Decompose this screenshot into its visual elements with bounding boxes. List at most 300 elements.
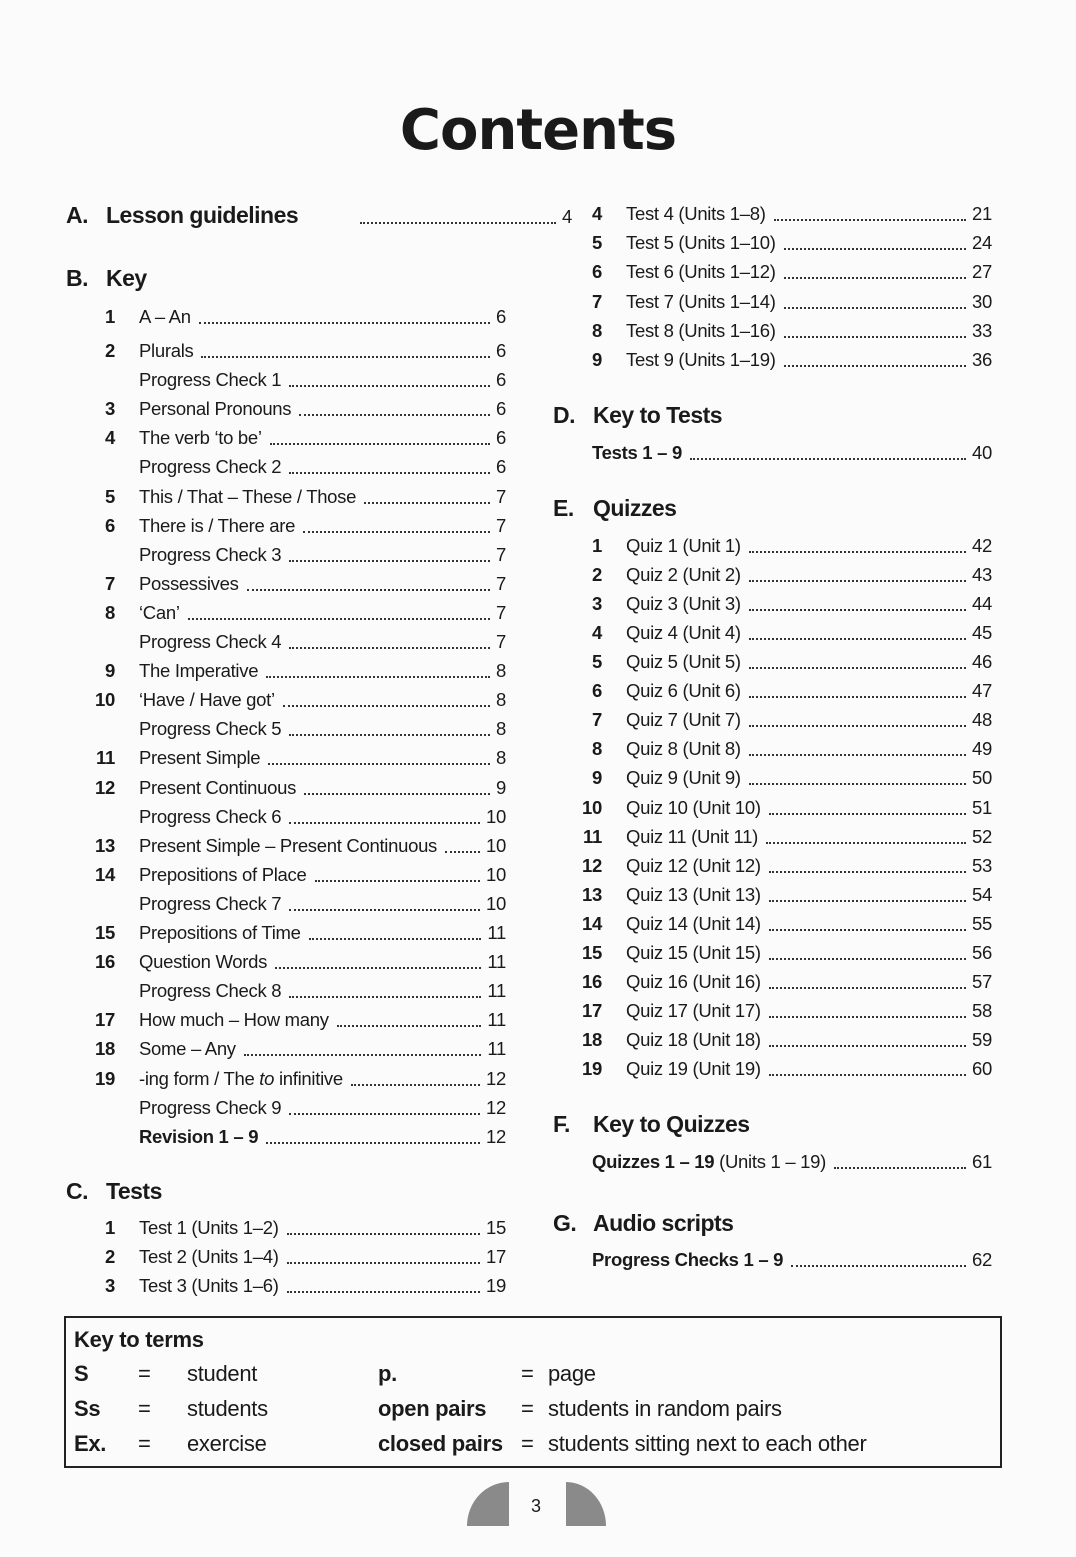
dot-leader — [766, 842, 966, 844]
dot-leader — [791, 1265, 966, 1267]
dot-leader — [784, 336, 966, 338]
toc-entry[interactable] — [592, 1247, 992, 1273]
toc-entry[interactable] — [582, 940, 992, 966]
entry-label — [139, 1038, 236, 1060]
entry-label-text: Test 1 (Units 1–2) — [139, 1217, 279, 1238]
entry-label — [626, 651, 741, 673]
toc-entry[interactable] — [592, 201, 992, 227]
term-abbrev: S — [74, 1361, 89, 1386]
dot-leader — [315, 880, 481, 882]
entry-page: 57 — [972, 970, 992, 992]
toc-entry[interactable] — [582, 1056, 992, 1082]
dot-leader — [690, 458, 966, 460]
dot-leader — [289, 472, 490, 474]
entry-number: 4 — [105, 427, 115, 449]
toc-entry[interactable] — [582, 969, 992, 995]
section-title: Tests — [106, 1178, 162, 1204]
entry-page: 6 — [496, 369, 506, 391]
entry-page: 47 — [972, 680, 992, 702]
toc-entry[interactable] — [592, 765, 992, 791]
entry-label — [139, 1126, 258, 1148]
toc-entry[interactable] — [139, 629, 506, 655]
entry-label-suffix: (Units 1 – 19) — [714, 1151, 826, 1172]
toc-entry[interactable] — [95, 1007, 506, 1033]
dot-leader — [188, 618, 490, 620]
entry-label — [626, 203, 766, 225]
entry-label-text: Progress Check 6 — [139, 805, 282, 827]
toc-entry[interactable] — [582, 882, 992, 908]
toc-entry[interactable] — [582, 911, 992, 937]
key-to-terms-title: Key to terms — [74, 1327, 204, 1352]
entry-number: 17 — [95, 1009, 115, 1031]
entry-page: 59 — [972, 1029, 992, 1051]
dot-leader — [749, 667, 966, 669]
entry-label-text: Progress Check 7 — [139, 892, 282, 914]
dot-leader — [749, 580, 966, 582]
entry-page: 12 — [486, 1067, 506, 1089]
entry-label-text: Test 4 (Units 1–8) — [626, 203, 766, 224]
entry-label-text: Progress Check 2 — [139, 456, 282, 478]
entry-page: 30 — [972, 290, 992, 312]
dot-leader — [769, 929, 966, 931]
toc-entry[interactable] — [105, 338, 506, 364]
entry-label-text: Test 6 (Units 1–12) — [626, 261, 776, 283]
toc-entry[interactable] — [105, 1244, 506, 1270]
entry-label — [139, 1246, 279, 1268]
entry-number: 14 — [582, 912, 602, 934]
toc-entry[interactable] — [139, 1124, 506, 1150]
entry-label-text: Quiz 2 (Unit 2) — [626, 564, 741, 586]
entry-label-text: Present Continuous — [139, 776, 297, 798]
toc-entry[interactable] — [592, 533, 992, 559]
dot-leader — [360, 222, 556, 224]
dot-leader — [769, 813, 966, 815]
entry-label-text: Progress Check 4 — [139, 631, 282, 652]
dot-leader — [784, 248, 966, 250]
entry-number: 7 — [105, 572, 115, 594]
toc-entry[interactable] — [105, 304, 506, 330]
toc-entry[interactable] — [592, 230, 992, 256]
toc-entry[interactable] — [592, 259, 992, 285]
entry-label-text: Progress Check 9 — [139, 1096, 282, 1118]
term-equals: = — [521, 1396, 534, 1421]
entry-page: 11 — [487, 1009, 506, 1031]
entry-label-text: Quiz 9 (Unit 9) — [626, 767, 741, 789]
entry-page: 17 — [486, 1246, 506, 1267]
entry-number: 19 — [582, 1058, 602, 1080]
dot-leader — [289, 647, 490, 649]
entry-number: 2 — [105, 1246, 115, 1267]
entry-number: 18 — [95, 1038, 115, 1060]
toc-entry[interactable] — [105, 571, 506, 597]
toc-entry[interactable] — [105, 1273, 506, 1299]
toc-entry[interactable] — [95, 1066, 506, 1092]
left-quarter-circle-icon — [467, 1482, 509, 1526]
entry-number: 16 — [582, 970, 602, 992]
toc-entry[interactable] — [105, 484, 506, 510]
toc-entry[interactable] — [592, 318, 992, 344]
entry-label — [626, 738, 741, 760]
entry-page: 42 — [972, 535, 992, 556]
entry-label — [139, 922, 301, 944]
toc-entry[interactable] — [95, 920, 506, 946]
entry-label-text: The verb ‘to be’ — [139, 427, 262, 449]
entry-number: 18 — [582, 1029, 602, 1051]
entry-label — [626, 913, 761, 935]
entry-label-text: Quiz 3 (Unit 3) — [626, 593, 741, 615]
entry-label-text: Test 2 (Units 1–4) — [139, 1246, 279, 1267]
entry-page: 61 — [972, 1151, 992, 1172]
entry-number: 6 — [105, 514, 115, 536]
dot-leader — [749, 696, 966, 698]
dot-leader — [266, 1142, 480, 1144]
dot-leader — [774, 219, 966, 221]
entry-page: 54 — [972, 883, 992, 905]
term-definition: student — [187, 1361, 258, 1386]
entry-number: 5 — [105, 485, 115, 507]
entry-page: 33 — [972, 319, 992, 341]
entry-page: 53 — [972, 854, 992, 876]
entry-label — [139, 835, 437, 857]
entry-label — [626, 320, 776, 342]
entry-page: 10 — [486, 805, 506, 827]
entry-number: 6 — [592, 261, 602, 283]
dot-leader — [749, 609, 966, 611]
entry-number: 9 — [105, 660, 115, 682]
entry-label — [626, 622, 741, 644]
toc-entry[interactable] — [105, 1215, 506, 1241]
dot-leader — [275, 967, 481, 969]
entry-label — [592, 1151, 826, 1173]
dot-leader — [268, 763, 490, 765]
dot-leader — [749, 754, 966, 756]
entry-label — [626, 826, 758, 848]
toc-entry[interactable] — [592, 707, 992, 733]
term-abbrev: Ex. — [74, 1431, 107, 1456]
entry-label-text: Quiz 6 (Unit 6) — [626, 680, 741, 702]
entry-number: 3 — [592, 593, 602, 615]
section-f — [553, 1111, 993, 1141]
entry-number: 15 — [582, 941, 602, 963]
entry-label-text: Progress Check 8 — [139, 980, 282, 1002]
toc-entry[interactable] — [592, 591, 992, 617]
entry-label-text: Present Simple – Present Continuous — [139, 834, 438, 856]
entry-label-text: Quiz 8 (Unit 8) — [626, 738, 741, 760]
entry-label — [139, 777, 296, 799]
entry-page: 36 — [972, 349, 992, 370]
dot-leader — [289, 734, 490, 736]
dot-leader — [270, 443, 490, 445]
entry-number: 8 — [592, 319, 602, 341]
entry-page: 55 — [972, 912, 992, 934]
entry-number: 14 — [95, 863, 115, 885]
entry-number: 7 — [592, 290, 602, 312]
entry-page: 51 — [972, 796, 992, 818]
entry-label — [139, 340, 193, 362]
dot-leader — [244, 1054, 482, 1056]
entry-label-text: Progress Check 1 — [139, 369, 282, 391]
entry-page: 15 — [486, 1217, 506, 1238]
term-equals: = — [138, 1396, 151, 1421]
section-title: Key to Quizzes — [593, 1111, 750, 1137]
section-title: Key to Tests — [593, 402, 723, 428]
entry-label — [626, 261, 776, 283]
section-letter: B. — [66, 265, 88, 291]
toc-entry[interactable] — [95, 862, 506, 888]
section-letter: A. — [66, 202, 88, 228]
dot-leader — [769, 900, 966, 902]
entry-label — [139, 631, 281, 653]
entry-label — [139, 1097, 281, 1119]
entry-label — [592, 1249, 783, 1271]
toc-entry[interactable] — [582, 853, 992, 879]
toc-entry[interactable] — [592, 736, 992, 762]
entry-label-text: ‘Can’ — [139, 601, 180, 623]
entry-label-text: A – An — [139, 306, 191, 327]
dot-leader — [769, 1016, 966, 1018]
toc-entry[interactable] — [592, 649, 992, 675]
dot-leader — [199, 322, 490, 324]
entry-page: 11 — [487, 922, 506, 943]
toc-entry[interactable] — [592, 440, 992, 466]
entry-label-text: Plurals — [139, 340, 194, 361]
entry-page: 8 — [496, 689, 506, 711]
toc-entry[interactable] — [583, 824, 992, 850]
term-equals: = — [138, 1361, 151, 1386]
entry-number: 2 — [105, 340, 115, 361]
dot-leader — [364, 502, 490, 504]
dot-leader — [749, 725, 966, 727]
entry-label-text: Quiz 16 (Unit 16) — [626, 970, 761, 992]
entry-number: 1 — [105, 306, 115, 327]
entry-label — [139, 515, 295, 537]
entry-label — [139, 573, 239, 595]
entry-label-text: ‘Have / Have got’ — [139, 689, 275, 711]
entry-label — [139, 486, 356, 508]
term-definition: page — [548, 1361, 596, 1386]
entry-label-text: Quiz 18 (Unit 18) — [626, 1029, 761, 1051]
toc-entry[interactable] — [95, 833, 506, 859]
section-letter: E. — [553, 495, 574, 521]
entry-label — [626, 767, 741, 789]
toc-entry[interactable] — [139, 1095, 506, 1121]
entry-number: 3 — [105, 1275, 115, 1296]
section-title: Lesson guidelines — [106, 202, 299, 228]
entry-label — [139, 306, 191, 328]
entry-label — [626, 349, 776, 371]
entry-number: 11 — [96, 747, 115, 769]
entry-label — [626, 942, 761, 964]
entry-label — [139, 1217, 279, 1239]
entry-page: 6 — [496, 340, 506, 361]
entry-page: 7 — [496, 631, 506, 652]
entry-label — [139, 427, 262, 449]
entry-page: 6 — [496, 456, 506, 478]
entry-page: 10 — [486, 834, 506, 856]
toc-entry[interactable] — [95, 1036, 506, 1062]
entry-page: 9 — [496, 776, 506, 798]
toc-entry[interactable] — [96, 745, 506, 771]
term-equals: = — [521, 1361, 534, 1386]
section-title: Audio scripts — [593, 1210, 734, 1236]
entry-label-text: Progress Check 5 — [139, 718, 282, 740]
dot-leader — [266, 676, 490, 678]
entry-label — [626, 855, 761, 877]
entry-label-text: Quiz 13 (Unit 13) — [626, 883, 761, 905]
entry-label — [139, 747, 260, 769]
entry-label-text: Prepositions of Place — [139, 863, 307, 885]
toc-entry[interactable] — [139, 891, 506, 917]
toc-entry[interactable] — [139, 367, 506, 393]
entry-number: 4 — [592, 622, 602, 644]
toc-entry[interactable] — [139, 804, 506, 830]
entry-label-text: Possessives — [139, 572, 239, 594]
entry-number: 15 — [95, 922, 115, 943]
toc-entry[interactable] — [95, 949, 506, 975]
term-equals: = — [521, 1431, 534, 1456]
entry-label-text: Quiz 12 (Unit 12) — [626, 854, 761, 876]
entry-label-text: This / That – These / Those — [139, 485, 357, 507]
dot-leader — [784, 307, 966, 309]
entry-label — [626, 564, 741, 586]
toc-entry[interactable] — [105, 513, 506, 539]
entry-label — [139, 893, 281, 915]
entry-label-text: Quiz 4 (Unit 4) — [626, 622, 741, 644]
entry-page: 62 — [972, 1249, 992, 1270]
toc-entry[interactable] — [95, 687, 506, 713]
toc-entry[interactable] — [582, 1027, 992, 1053]
entry-number: 12 — [582, 854, 602, 876]
toc-entry[interactable] — [592, 1149, 992, 1175]
toc-entry[interactable] — [139, 454, 506, 480]
entry-page: 19 — [486, 1275, 506, 1296]
entry-page: 6 — [496, 427, 506, 449]
toc-entry[interactable] — [582, 795, 992, 821]
dot-leader — [749, 783, 966, 785]
section-g — [553, 1210, 993, 1240]
entry-label-text: Test 5 (Units 1–10) — [626, 232, 776, 254]
entry-label-text: Quiz 1 (Unit 1) — [626, 535, 741, 556]
toc-entry[interactable] — [139, 716, 506, 742]
dot-leader — [247, 589, 490, 591]
entry-page: 4 — [562, 206, 572, 227]
entry-label — [139, 1068, 343, 1090]
dot-leader — [289, 385, 490, 387]
entry-label — [139, 369, 281, 391]
section-letter: C. — [66, 1178, 88, 1204]
entry-number: 10 — [95, 689, 115, 711]
entry-label — [592, 442, 682, 464]
toc-entry[interactable] — [592, 678, 992, 704]
dot-leader — [289, 909, 480, 911]
toc-entry[interactable] — [105, 600, 506, 626]
entry-label — [139, 806, 281, 828]
entry-label-text: Test 7 (Units 1–14) — [626, 290, 776, 312]
entry-page: 49 — [972, 738, 992, 760]
entry-number: 12 — [95, 776, 115, 798]
entry-label-text: Quiz 7 (Unit 7) — [626, 709, 741, 731]
entry-page: 24 — [972, 232, 992, 254]
toc-entry[interactable] — [139, 542, 506, 568]
section-e — [553, 495, 993, 525]
entry-page: 60 — [972, 1058, 992, 1080]
entry-label — [139, 660, 258, 682]
entry-label-text: Quiz 11 (Unit 11) — [626, 825, 758, 847]
toc-entry[interactable] — [582, 998, 992, 1024]
dot-leader — [445, 851, 480, 853]
dot-leader — [784, 277, 966, 279]
entry-number: 9 — [592, 767, 602, 789]
entry-page: 10 — [486, 892, 506, 914]
toc-entry[interactable] — [95, 775, 506, 801]
entry-label-text: Quiz 5 (Unit 5) — [626, 651, 741, 673]
dot-leader — [769, 1045, 966, 1047]
entry-label — [626, 232, 776, 254]
dot-leader — [769, 1074, 966, 1076]
entry-label-text: Quiz 10 (Unit 10) — [626, 796, 761, 818]
entry-label-text: Quiz 17 (Unit 17) — [626, 999, 761, 1021]
entry-label-text: Revision 1 – 9 — [139, 1125, 259, 1147]
entry-page: 48 — [972, 709, 992, 731]
entry-page: 46 — [972, 651, 992, 673]
toc-entry[interactable] — [105, 396, 506, 422]
entry-page: 45 — [972, 622, 992, 644]
entry-number: 7 — [592, 709, 602, 731]
toc-entry[interactable] — [105, 425, 506, 451]
dot-leader — [303, 531, 490, 533]
dot-leader — [351, 1084, 480, 1086]
entry-label-text: Prepositions of Time — [139, 922, 301, 943]
section-title: Key — [106, 265, 147, 291]
dot-leader — [749, 638, 966, 640]
section-letter: D. — [553, 402, 575, 428]
entry-label — [626, 884, 761, 906]
entry-number: 4 — [592, 203, 602, 224]
entry-number: 2 — [592, 564, 602, 586]
entry-label-text: Present Simple — [139, 747, 261, 769]
entry-page: 7 — [496, 485, 506, 507]
entry-label — [626, 1029, 761, 1051]
entry-label-text: Quiz 15 (Unit 15) — [626, 941, 761, 963]
dot-leader — [201, 356, 490, 358]
toc-entry[interactable] — [592, 289, 992, 315]
toc-entry[interactable] — [139, 978, 506, 1004]
toc-entry[interactable] — [592, 347, 992, 373]
toc-entry[interactable] — [592, 620, 992, 646]
entry-number: 5 — [592, 651, 602, 673]
entry-page: 56 — [972, 941, 992, 963]
entry-number: 19 — [95, 1067, 115, 1089]
section-d — [553, 402, 993, 432]
toc-entry[interactable] — [105, 658, 506, 684]
toc-entry[interactable] — [592, 562, 992, 588]
entry-label-text: Test 8 (Units 1–16) — [626, 319, 776, 341]
dot-leader — [784, 365, 966, 367]
term-definition: students in random pairs — [548, 1396, 782, 1421]
entry-page: 7 — [496, 514, 506, 536]
dot-leader — [287, 1291, 480, 1293]
entry-page: 27 — [972, 261, 992, 283]
dot-leader — [289, 822, 480, 824]
entry-page: 43 — [972, 564, 992, 586]
term-definition: students sitting next to each other — [548, 1431, 867, 1456]
entry-number: 1 — [592, 535, 602, 556]
entry-page: 7 — [496, 543, 506, 565]
key-to-terms-box — [64, 1316, 1002, 1468]
section-title: Quizzes — [593, 495, 677, 521]
entry-label — [626, 291, 776, 313]
entry-page: 21 — [972, 203, 992, 224]
